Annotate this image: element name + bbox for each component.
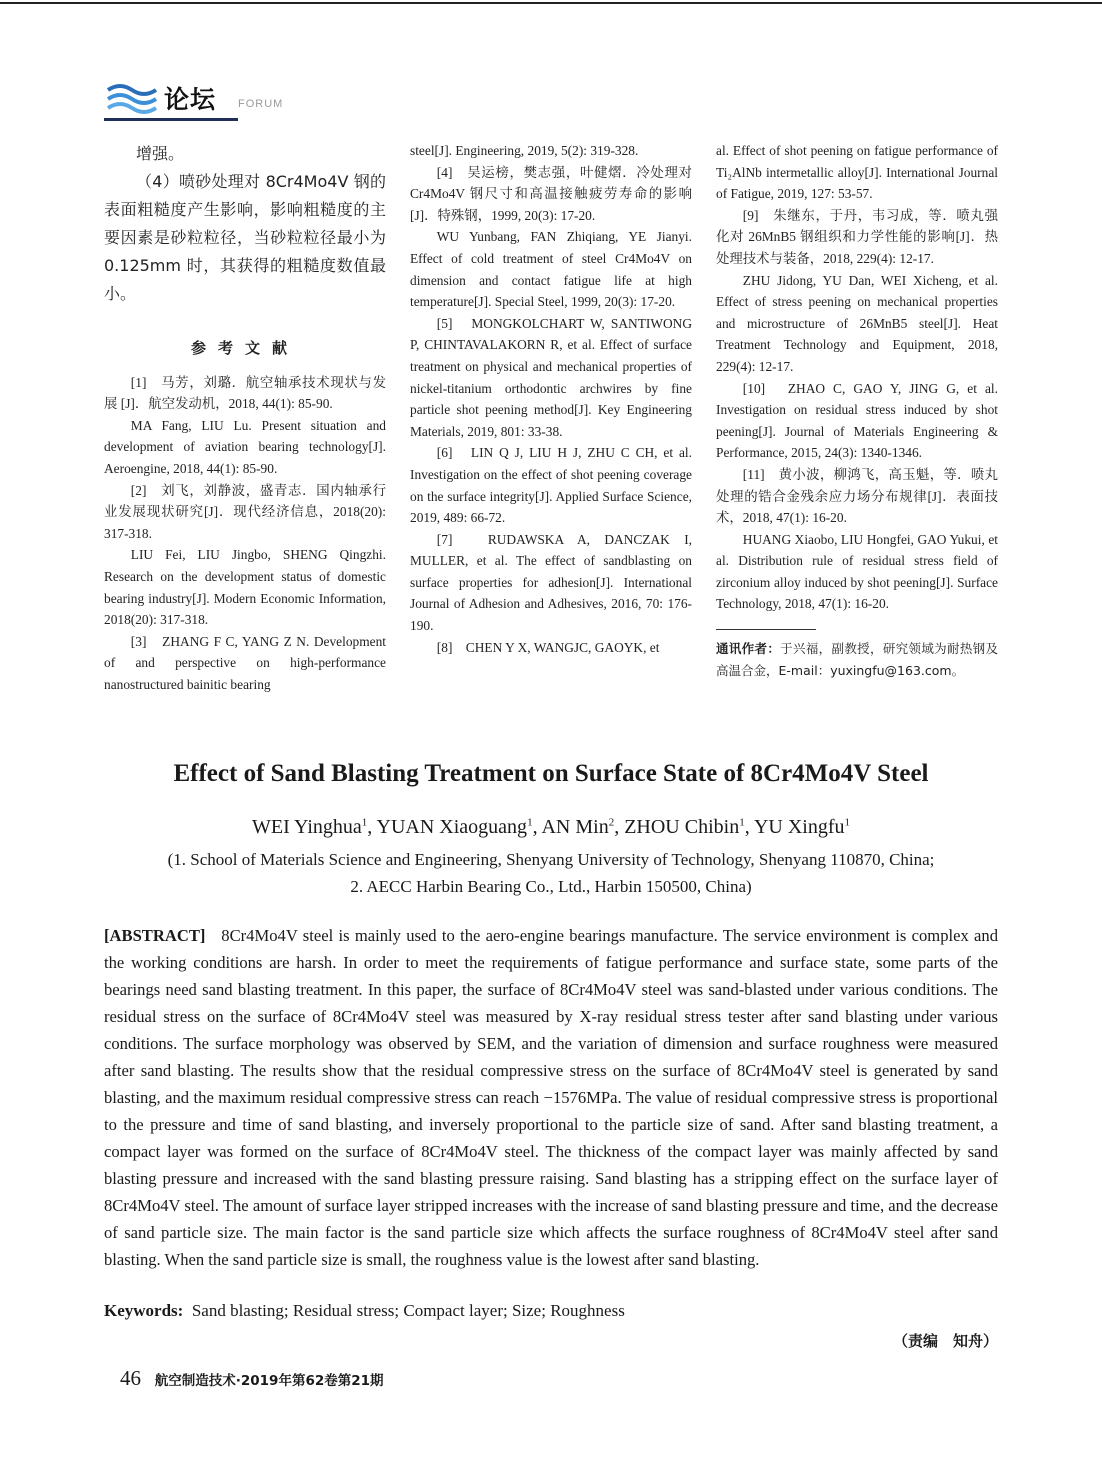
reference-item: LIU Fei, LIU Jingbo, SHENG Qingzhi. Research on the development status of domestic bearing industry[J]. Modern Economic Information, 2018(20): 317-318.: [104, 547, 386, 628]
reference-item: HUANG Xiaobo, LIU Hongfei, GAO Yukui, et al. Distribution rule of residual stress field of zirconium alloy induced by shot peening[J]. Surface Technology, 2018, 47(1): 16-20.: [716, 531, 998, 612]
wave-logo-icon: [106, 82, 162, 116]
reference-item: [9] 朱继东，于丹，韦习成，等．喷丸强化对 26MnB5 钢组织和力学性能的影响[J]．热处理技术与装备，2018, 229(4): 12-17.: [716, 207, 998, 266]
reference-item: [3] ZHANG F C, YANG Z N. Development of and perspective on high-performance nanostructured bainitic bearing: [104, 633, 386, 692]
abstract-text: 8Cr4Mo4V steel is mainly used to the aero-engine bearings manufacture. The service environment is complex and the working conditions are harsh. In order to meet the requirements of fatigue performance and surface state, some parts of the bearings need sand blasting treatment. In this paper, the surface of 8Cr4Mo4V steel was sand-blasted under various conditions. The residual stress on the surface of 8Cr4Mo4V steel was measured by X-ray residual stress tester after sand blasting under various conditions. The surface morphology was observed by SEM, and the variation of dimension and surface roughness were measured after sand blasting. The results show that the residual compressive stress on the surface of 8Cr4Mo4V steel is generated by sand blasting, and the maximum residual compressive stress can reach −1576MPa. The value of residual compressive stress is proportional to the pressure and time of sand blasting, and inversely proportional to the particle size of sand. After sand blasting treatment, a compact layer was formed on the surface of 8Cr4Mo4V steel. The thickness of the compact layer was mainly affected by sand blasting pressure and increased with the sand blasting pressure raising. Sand blasting has a stripping effect on the surface layer of 8Cr4Mo4V steel. The amount of surface layer stripped increases with the increase of sand blasting pressure and time, and the decrease of sand particle size. The main factor is the sand particle size which affects the surface roughness of 8Cr4Mo4V steel after sand blasting. When the sand particle size is small, the roughness value is the lowest after sand blasting.: [104, 926, 999, 1269]
author-name: YU Xingfu: [753, 816, 845, 838]
reference-item: [4] 吴运榜，樊志强，叶健熠．冷处理对 Cr4Mo4V 钢尺寸和高温接触疲劳寿命的影响[J]．特殊钢，1999, 20(3): 17-20.: [410, 164, 692, 223]
author-sup: 1: [739, 816, 745, 829]
footnote-rule: [716, 629, 816, 630]
keywords-label: Keywords:: [104, 1301, 184, 1320]
reference-item: MA Fang, LIU Lu. Present situation and development of aviation bearing technology[J]. Aeroengine, 2018, 44(1): 85-90.: [104, 417, 386, 476]
page-footer: [120, 1366, 384, 1391]
author-name: WEI Yinghua: [251, 816, 362, 838]
abstract: [104, 922, 998, 1273]
author-name: AN Min: [541, 816, 609, 838]
author-name: YUAN Xiaoguang: [376, 816, 528, 838]
column-2: [410, 140, 692, 658]
reference-item: [6] LIN Q J, LIU H J, ZHU C CH, et al. Investigation on the effect of shot peening coverage on the surface integrity[J]. Applied Surface Science, 2019, 489: 66-72.: [410, 445, 692, 526]
references-heading: 参考文献: [190, 339, 299, 357]
forum-sublabel: FORUM: [238, 98, 284, 110]
author-name: ZHOU Chibin: [624, 816, 740, 838]
reference-item: al. Effect of shot peening on fatigue performance of Ti₂AlNb intermetallic alloy[J]. International Journal of Fatigue, 2019, 127: 53-57.: [716, 143, 998, 202]
author-sup: 1: [527, 816, 533, 829]
reference-item: ZHU Jidong, YU Dan, WEI Xicheng, et al. Effect of stress peening on mechanical properties and microstructure of 26MnB5 steel[J]. Heat Treatment Technology and Equipment, 2018, 229(4): 12-17.: [716, 272, 998, 374]
keywords-text: Sand blasting; Residual stress; Compact layer; Size; Roughness: [191, 1301, 625, 1320]
reference-item: [8] CHEN Y X, WANGJC, GAOYK, et: [436, 639, 660, 655]
author-sup: 2: [608, 816, 615, 829]
reference-item: [11] 黄小波，柳鸿飞，高玉魁，等．喷丸处理的锆合金残余应力场分布规律[J]．表面技术，2018, 47(1): 16-20.: [716, 466, 998, 526]
reference-item: [1] 马芳，刘璐．航空轴承技术现状与发展 [J]．航空发动机，2018, 44(1): 85-90.: [104, 374, 386, 412]
author-sup: 1: [844, 816, 851, 829]
conclusion-fragment: 增强。: [136, 144, 185, 163]
reference-item: [2] 刘飞，刘静波，盛青志．国内轴承行业发展现状研究[J]．现代经济信息，2018(20): 317-318.: [104, 482, 386, 541]
reference-item: [5] MONGKOLCHART W, SANTIWONG P, CHINTAVALAKORN R, et al. Effect of surface treatment on physical and mechanical properties of nickel-titanium orthodontic archwires by fine particle shot peening method[J]. Key Engineering Materials, 2019, 801: 33-38.: [410, 315, 692, 439]
english-title: Effect of Sand Blasting Treatment on Surface State of 8Cr4Mo4V Steel: [173, 760, 929, 787]
corresponding-author-text: 于兴福，副教授，研究领域为耐热钢及高温合金，E-mail：yuxingfu@163.com。: [716, 641, 998, 679]
page-number: 46: [120, 1366, 141, 1390]
reference-item: [10] ZHAO C, GAO Y, JING G, et al. Investigation on residual stress induced by shot peening[J]. Journal of Materials Engineering & Performance, 2015, 24(3): 1340-1346.: [716, 380, 998, 461]
affiliation-1: (1. School of Materials Science and Engineering, Shenyang University of Technology, Shenyang 110870, China;: [167, 850, 935, 869]
author-list: WEI Yinghua$^1$, YUAN Xiaoguang$^1$, AN Min$^2$, ZHOU Chibin$^1$, YU Xingfu$^1$: [251, 816, 851, 838]
section-header: [104, 78, 1004, 122]
reference-item: steel[J]. Engineering, 2019, 5(2): 319-328.: [410, 143, 639, 158]
reference-item: [7] RUDAWSKA A, DANCZAK I, MULLER, et al. The effect of sandblasting on surface properties for adhesion[J]. International Journal of Adhesion and Adhesives, 2016, 70: 176-190.: [410, 531, 692, 634]
author-sup: 1: [361, 816, 368, 829]
abstract-label: [ABSTRACT]: [104, 926, 206, 945]
keywords: [104, 1301, 998, 1321]
conclusion-text: [104, 140, 386, 308]
header-rule: [104, 118, 238, 121]
corresponding-author-label: 通讯作者：: [716, 641, 781, 657]
column-3: [716, 140, 998, 682]
corresponding-author: [716, 638, 998, 682]
editor-note: （责编 知舟）: [892, 1332, 998, 1350]
affiliation-2: 2. AECC Harbin Bearing Co., Ltd., Harbin 150500, China): [350, 877, 752, 896]
reference-item: WU Yunbang, FAN Zhiqiang, YE Jianyi. Effect of cold treatment of steel Cr4Mo4V on dimension and contact fatigue life at high temperature[J]. Special Steel, 1999, 20(3): 17-20.: [410, 229, 692, 310]
top-rule: [0, 2, 1102, 4]
column-1: [104, 140, 386, 696]
journal-info: 航空制造技术·2019年第62卷第21期: [154, 1373, 384, 1389]
conclusion-item-4: （4）喷砂处理对 8Cr4Mo4V 钢的表面粗糙度产生影响，影响粗糙度的主要因素是砂粒粒径，当砂粒粒径最小为 0.125mm 时，其获得的粗糙度数值最小。: [104, 172, 386, 303]
forum-label: 论坛: [164, 85, 217, 114]
